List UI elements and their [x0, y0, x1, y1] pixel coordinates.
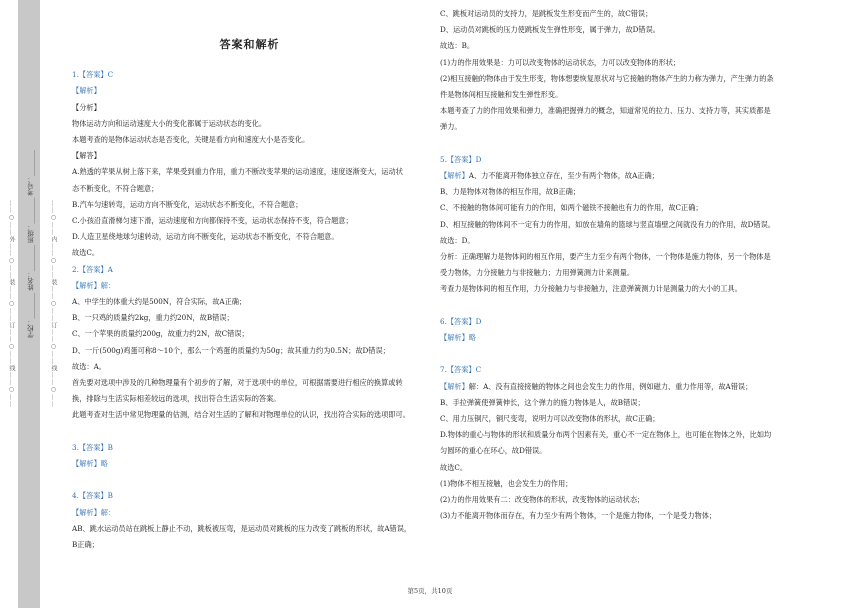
text-line: B、力是物体对物体的相互作用，故B正确； — [440, 187, 580, 197]
text-line: 受力物体，力分接触力与非接触力；力用弹簧测力计来测量。 — [440, 268, 635, 278]
text-line: C.小孩沿直滑梯匀速下滑，运动速度和方向都保持不变，运动状态保持不变，符合题意； — [72, 216, 353, 226]
page-title: 答案和解析 — [219, 38, 280, 51]
text-line: B、手拉弹簧使弹簧伸长，这个弹力的施力物体是人，故B错误； — [440, 397, 645, 407]
text-line: B正确； — [72, 540, 99, 550]
text-line: 故选C。 — [72, 248, 100, 258]
text-line: C、跳板对运动员的支持力，是跳板发生形变而产生的，故C错误； — [440, 9, 653, 18]
text-line: 故选：A。 — [72, 361, 106, 371]
text-line: 分析：正确理解力是物体间的相互作用，要产生力至少有两个物体，一个物体是施力物体，另一个物体是 — [440, 252, 771, 262]
text-line: 换，排除与生活实际相差较远的选项，找出符合生活实际的答案。 — [72, 394, 281, 404]
text-line: 件是物体间相互接触和发生弹性形变。 — [440, 90, 563, 100]
text-line: 【解析】解： — [72, 507, 116, 517]
text-line: 【解析】 — [72, 86, 101, 96]
text-line: AB、跳水运动员站在跳板上静止不动，跳板被压弯，是运动员对跳板的压力改变了跳板的形状，故A错误， — [72, 523, 412, 533]
spacer — [440, 346, 795, 362]
text-line: C、不接触的物体间可能有力的作用，如两个磁铁不接触也有力的作用，故C正确； — [440, 203, 703, 213]
spacer — [72, 424, 427, 440]
text-line: D.物体的重心与物体的形状和质量分布两个因素有关，重心不一定在物体上，也可能在物体之外，比如均 — [440, 430, 772, 440]
text-line: (1)力的作用效果是：力可以改变物体的运动状态，力可以改变物体的形状； — [440, 57, 681, 67]
text-line: 考查力是物体间的相互作用，力分接触力与非接触力，注意弹簧测力计是测量力的大小的工具。 — [440, 284, 742, 294]
outer-seal-line: ……○……外……○……装……○……订……○……线……○…… — [8, 200, 15, 408]
text-line: 3.【答案】B — [72, 442, 113, 452]
text-line: (1)物体不相互接触，也会发生力的作用； — [440, 478, 573, 488]
text-line: 故选：B。 — [440, 41, 475, 51]
text-line: (3)力不能离开物体而存在，有力至少有两个物体，一个是施力物体，一个是受力物体； — [440, 511, 717, 521]
spacer — [72, 472, 427, 488]
text-line: D、相互接触的物体间不一定有力的作用，如放在墙角的篮球与竖直墙壁之间就没有力的作用，故D错误。 — [440, 219, 775, 229]
analysis-label: 【解析】 — [440, 381, 469, 391]
text-line: 物体运动方向和运动速度大小的变化都属于运动状态的变化。 — [72, 118, 267, 128]
text-line: 【解析】略 — [72, 459, 108, 469]
text-line: D、运动员对跳板的压力使跳板发生弹性形变，属于弹力，故D错误。 — [440, 25, 660, 35]
page-footer: 第5页，共10页 — [407, 587, 453, 595]
text-line: A、中学生的体重大约是500N，符合实际，故A正确； — [72, 297, 247, 307]
text-line: 7.【答案】C — [440, 365, 482, 375]
text-line — [440, 168, 795, 184]
document-page — [66, 0, 856, 608]
text-line: C、用力压铜尺，铜尺变弯，说明力可以改变物体的形状，故C正确； — [440, 414, 660, 424]
analysis-label: 【解析】 — [440, 171, 469, 181]
text-line — [440, 379, 795, 395]
analysis-text: A、力不能离开物体独立存在，至少有两个物体，故A正确； — [468, 171, 659, 181]
text-line: 故选C。 — [440, 462, 468, 472]
left-column — [72, 0, 427, 553]
text-line: 2.【答案】A — [72, 264, 113, 274]
text-line: 5.【答案】D — [440, 154, 482, 164]
text-line: 【解答】 — [72, 151, 101, 161]
text-line: D、一斤(500g)鸡蛋可称8～10个，那么一个鸡蛋的质量约为50g；故其重力约为0.5N；故D错误； — [72, 345, 390, 355]
text-line: 【分析】 — [72, 102, 101, 112]
text-line: B.汽车匀速转弯，运动方向不断变化，运动状态不断变化，不符合题意； — [72, 199, 303, 209]
text-line: D.人造卫星绕地球匀速转动，运动方向不断变化，运动状态不断变化，不符合题意。 — [72, 232, 339, 242]
right-column — [440, 0, 795, 524]
spacer — [440, 136, 795, 152]
text-line: 6.【答案】D — [440, 316, 482, 326]
text-line: (2)相互接触的物体由于发生形变，物体想要恢复原状对与它接触的物体产生的力称为弹力，产生弹力的条 — [440, 73, 774, 83]
text-line: 4.【答案】B — [72, 491, 113, 501]
text-line: 1.【答案】C — [72, 70, 114, 80]
text-line: 本题考查了力的作用效果和弹力，准确把握弹力的概念，知道常见的拉力、压力、支持力等，其实质都是 — [440, 106, 771, 116]
analysis-text: 解：A、没有直接接触的物体之间也会发生力的作用，例如磁力、重力作用等，故A错误； — [468, 381, 753, 391]
student-info-fields: 学校：________ 姓名：________ 班级：________ 考号：________ — [27, 150, 35, 339]
text-line: B、一只鸡的质量约2kg，重力约20N，故B错误； — [72, 313, 234, 323]
binding-margin — [0, 0, 62, 608]
spacer — [440, 298, 795, 314]
text-line: C、一个苹果的质量约200g，故重力约2N，故C错误； — [72, 329, 249, 339]
text-line: 本题考查的是物体运动状态是否变化，关键是看方向和速度大小是否变化。 — [72, 135, 310, 145]
text-line: 态不断变化，不符合题意； — [72, 183, 159, 193]
text-line: A.熟透的苹果从树上落下来，苹果受到重力作用，重力不断改变苹果的运动速度，速度逐渐变大，运动状 — [72, 167, 403, 177]
text-line: 匀圆环的重心在环心，故D错误。 — [440, 446, 547, 456]
text-line: 首先要对选项中涉及的几种物理量有个初步的了解，对于选项中的单位，可根据需要进行相应的换算或转 — [72, 378, 403, 388]
text-line: 【解析】解： — [72, 280, 116, 290]
text-line: 故选：D。 — [440, 235, 475, 245]
text-line: 弹力。 — [440, 122, 462, 132]
text-line: 【解析】略 — [440, 333, 476, 343]
text-line: 此题考查对生活中常见物理量的估测，结合对生活的了解和对物理单位的认识，找出符合实际的选项即可。 — [72, 410, 410, 420]
inner-seal-line: ……○……内……○……装……○……订……○……线……○…… — [50, 200, 57, 408]
text-line: (2)力的作用效果有二：改变物体的形状，改变物体的运动状态； — [440, 495, 645, 505]
